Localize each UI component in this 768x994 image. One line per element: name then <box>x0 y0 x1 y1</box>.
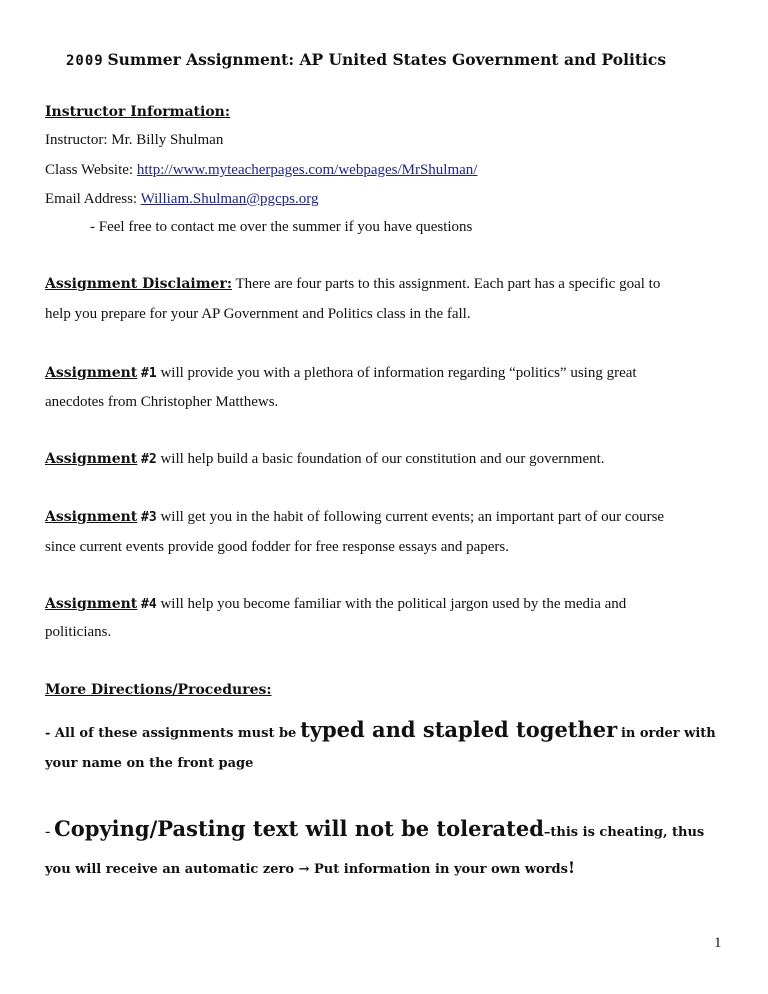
disclaimer-line-1 <box>45 274 660 294</box>
assignment-2-label: Assignment <box>45 451 138 467</box>
assignment-3-number: #3 <box>141 510 157 525</box>
assignment-1-text: will provide you with a plethora of information regarding “politics” using great <box>160 365 637 381</box>
instructor-name: Mr. Billy Shulman <box>111 132 224 148</box>
assignment-1-number: #1 <box>141 366 157 381</box>
title-year: 2009 <box>66 53 104 69</box>
assignment-2-text: will help build a basic foundation of our constitution and our government. <box>160 451 605 467</box>
assignment-4-text: will help you become familiar with the political jargon used by the media and <box>160 596 627 612</box>
title-text: Summer Assignment: AP United States Government and Politics <box>107 50 667 69</box>
direction-1-post: in order with <box>620 726 716 741</box>
website-label: Class Website: <box>45 162 134 178</box>
assignment-4-number: #4 <box>141 597 157 612</box>
email-line <box>45 189 318 209</box>
direction-1-pre: - All of these assignments must be <box>45 726 297 741</box>
direction-2-text-b: Put information in your own words <box>314 862 568 877</box>
disclaimer-label: Assignment Disclaimer: <box>45 276 232 292</box>
direction-2-post: –this is cheating, thus <box>543 825 705 840</box>
assignment-1-label: Assignment <box>45 365 138 381</box>
assignment-2-line-1 <box>45 449 605 470</box>
direction-2-bang: ! <box>567 858 575 877</box>
instructor-label: Instructor: <box>45 132 108 148</box>
assignment-2-number: #2 <box>141 452 157 467</box>
website-link[interactable]: http://www.myteacherpages.com/webpages/MrShulman/ <box>136 162 478 178</box>
assignment-3-label: Assignment <box>45 509 138 525</box>
instructor-heading: Instructor Information: <box>45 104 231 120</box>
assignment-3-text: will get you in the habit of following current events; an important part of our course <box>160 509 665 525</box>
instructor-line <box>45 130 223 150</box>
assignment-3-line-1 <box>45 507 664 528</box>
email-label: Email Address: <box>45 191 138 207</box>
assignment-4-label: Assignment <box>45 596 138 612</box>
direction-2-emphasis: Copying/Pasting text will not be tolerated <box>54 816 544 841</box>
assignment-4-line-2: politicians. <box>45 624 112 640</box>
assignment-4-line-1 <box>45 594 626 615</box>
assignment-1-line-1 <box>45 363 637 384</box>
website-line <box>45 160 477 180</box>
directions-heading: More Directions/Procedures: <box>45 682 272 698</box>
contact-note: - Feel free to contact me over the summer if you have questions <box>90 219 473 235</box>
disclaimer-text-1: There are four parts to this assignment. Each part has a specific goal to <box>235 276 661 292</box>
direction-1-line-1 <box>45 716 716 748</box>
direction-1-line-2: your name on the front page <box>45 756 254 771</box>
disclaimer-line-2: help you prepare for your AP Government and Politics class in the fall. <box>45 306 471 322</box>
page-title <box>66 50 666 71</box>
arrow-right-icon: → <box>298 862 310 877</box>
direction-2-dash: - <box>45 823 51 840</box>
direction-2-line-1 <box>45 815 704 847</box>
direction-2-text-a: you will receive an automatic zero <box>45 862 295 877</box>
email-link[interactable]: William.Shulman@pgcps.org <box>140 191 319 207</box>
direction-1-emphasis: typed and stapled together <box>300 717 618 742</box>
assignment-3-line-2: since current events provide good fodder for free response essays and papers. <box>45 539 509 555</box>
direction-2-line-2 <box>45 858 575 880</box>
page-number: 1 <box>714 935 722 951</box>
assignment-1-line-2: anecdotes from Christopher Matthews. <box>45 394 279 410</box>
